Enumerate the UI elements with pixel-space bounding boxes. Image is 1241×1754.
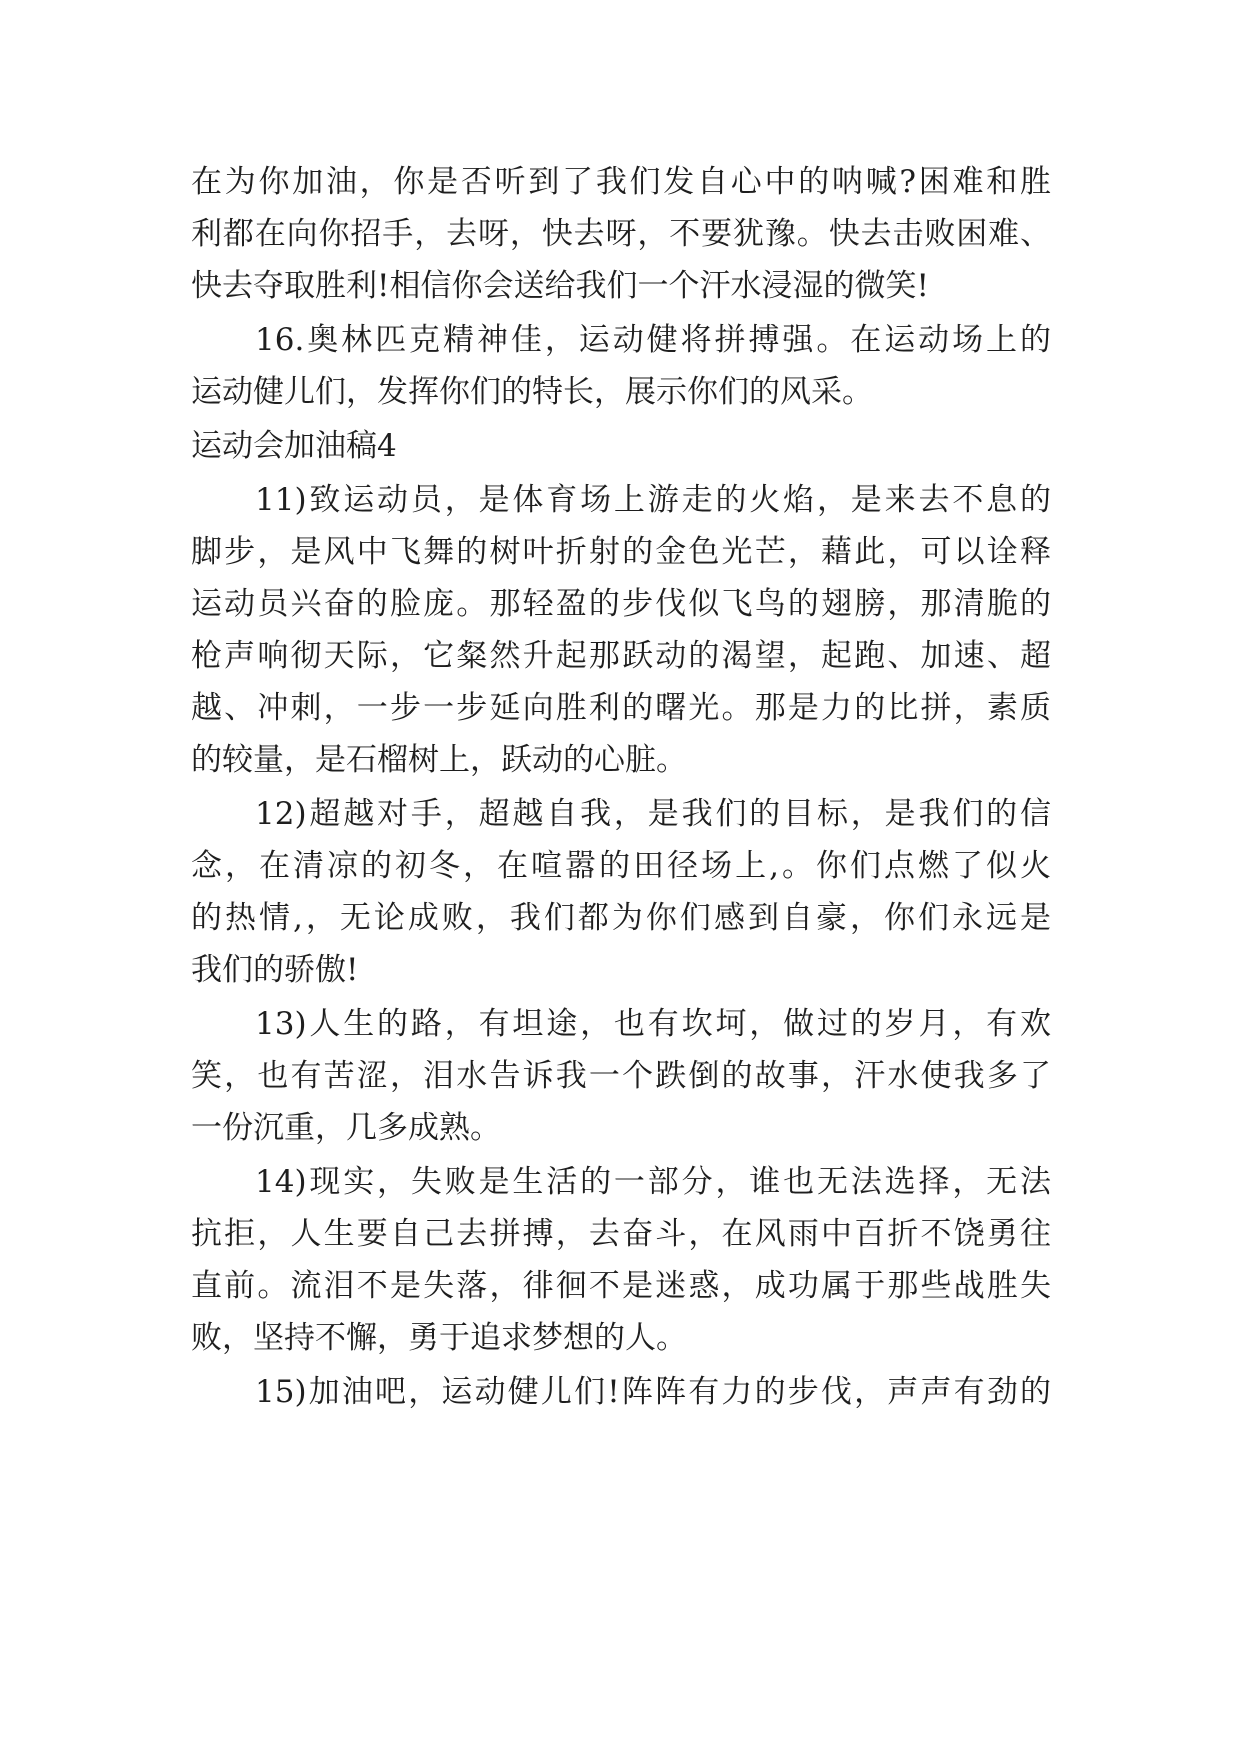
text-line: 利都在向你招手，去呀，快去呀，不要犹豫。快去击败困难、: [191, 216, 1051, 252]
text-line: 我们的骄傲!: [191, 952, 359, 988]
text-line: 的热情,，无论成败，我们都为你们感到自豪，你们永远是: [191, 900, 1051, 936]
text-line: 运动健儿们，发挥你们的特长，展示你们的风采。: [191, 374, 873, 410]
text-line: 抗拒，人生要自己去拼搏，去奋斗，在风雨中百折不饶勇往: [191, 1216, 1051, 1252]
text-line: 运动员兴奋的脸庞。那轻盈的步伐似飞鸟的翅膀，那清脆的: [191, 586, 1051, 622]
paragraph-16-first-line: 16.奥林匹克精神佳，运动健将拼搏强。在运动场上的: [255, 322, 1051, 358]
paragraph-11-first-line: 11)致运动员，是体育场上游走的火焰，是来去不息的: [255, 482, 1051, 518]
text-line: 快去夺取胜利!相信你会送给我们一个汗水浸湿的微笑!: [191, 268, 929, 304]
paragraph-14-first-line: 14)现实，失败是生活的一部分，谁也无法选择，无法: [255, 1164, 1051, 1200]
paragraph-15-first-line: 15)加油吧，运动健儿们!阵阵有力的步伐，声声有劲的: [255, 1374, 1051, 1410]
text-line: 的较量，是石榴树上，跃动的心脏。: [191, 742, 687, 778]
text-line: 一份沉重，几多成熟。: [191, 1110, 501, 1146]
text-line: 越、冲刺，一步一步延向胜利的曙光。那是力的比拼，素质: [191, 690, 1051, 726]
text-line: 败，坚持不懈，勇于追求梦想的人。: [191, 1320, 687, 1356]
text-line: 在为你加油，你是否听到了我们发自心中的呐喊?困难和胜: [191, 164, 1051, 200]
text-line: 直前。流泪不是失落，徘徊不是迷惑，成功属于那些战胜失: [191, 1268, 1051, 1304]
text-line: 脚步，是风中飞舞的树叶折射的金色光芒，藉此，可以诠释: [191, 534, 1051, 570]
text-line: 笑，也有苦涩，泪水告诉我一个跌倒的故事，汗水使我多了: [191, 1058, 1051, 1094]
paragraph-13-first-line: 13)人生的路，有坦途，也有坎坷，做过的岁月，有欢: [255, 1006, 1051, 1042]
text-line: 念，在清凉的初冬，在喧嚣的田径场上,。你们点燃了似火: [191, 848, 1051, 884]
paragraph-12-first-line: 12)超越对手，超越自我，是我们的目标，是我们的信: [255, 796, 1051, 832]
text-line: 枪声响彻天际，它粲然升起那跃动的渴望，起跑、加速、超: [191, 638, 1051, 674]
section-heading: 运动会加油稿4: [191, 428, 397, 464]
